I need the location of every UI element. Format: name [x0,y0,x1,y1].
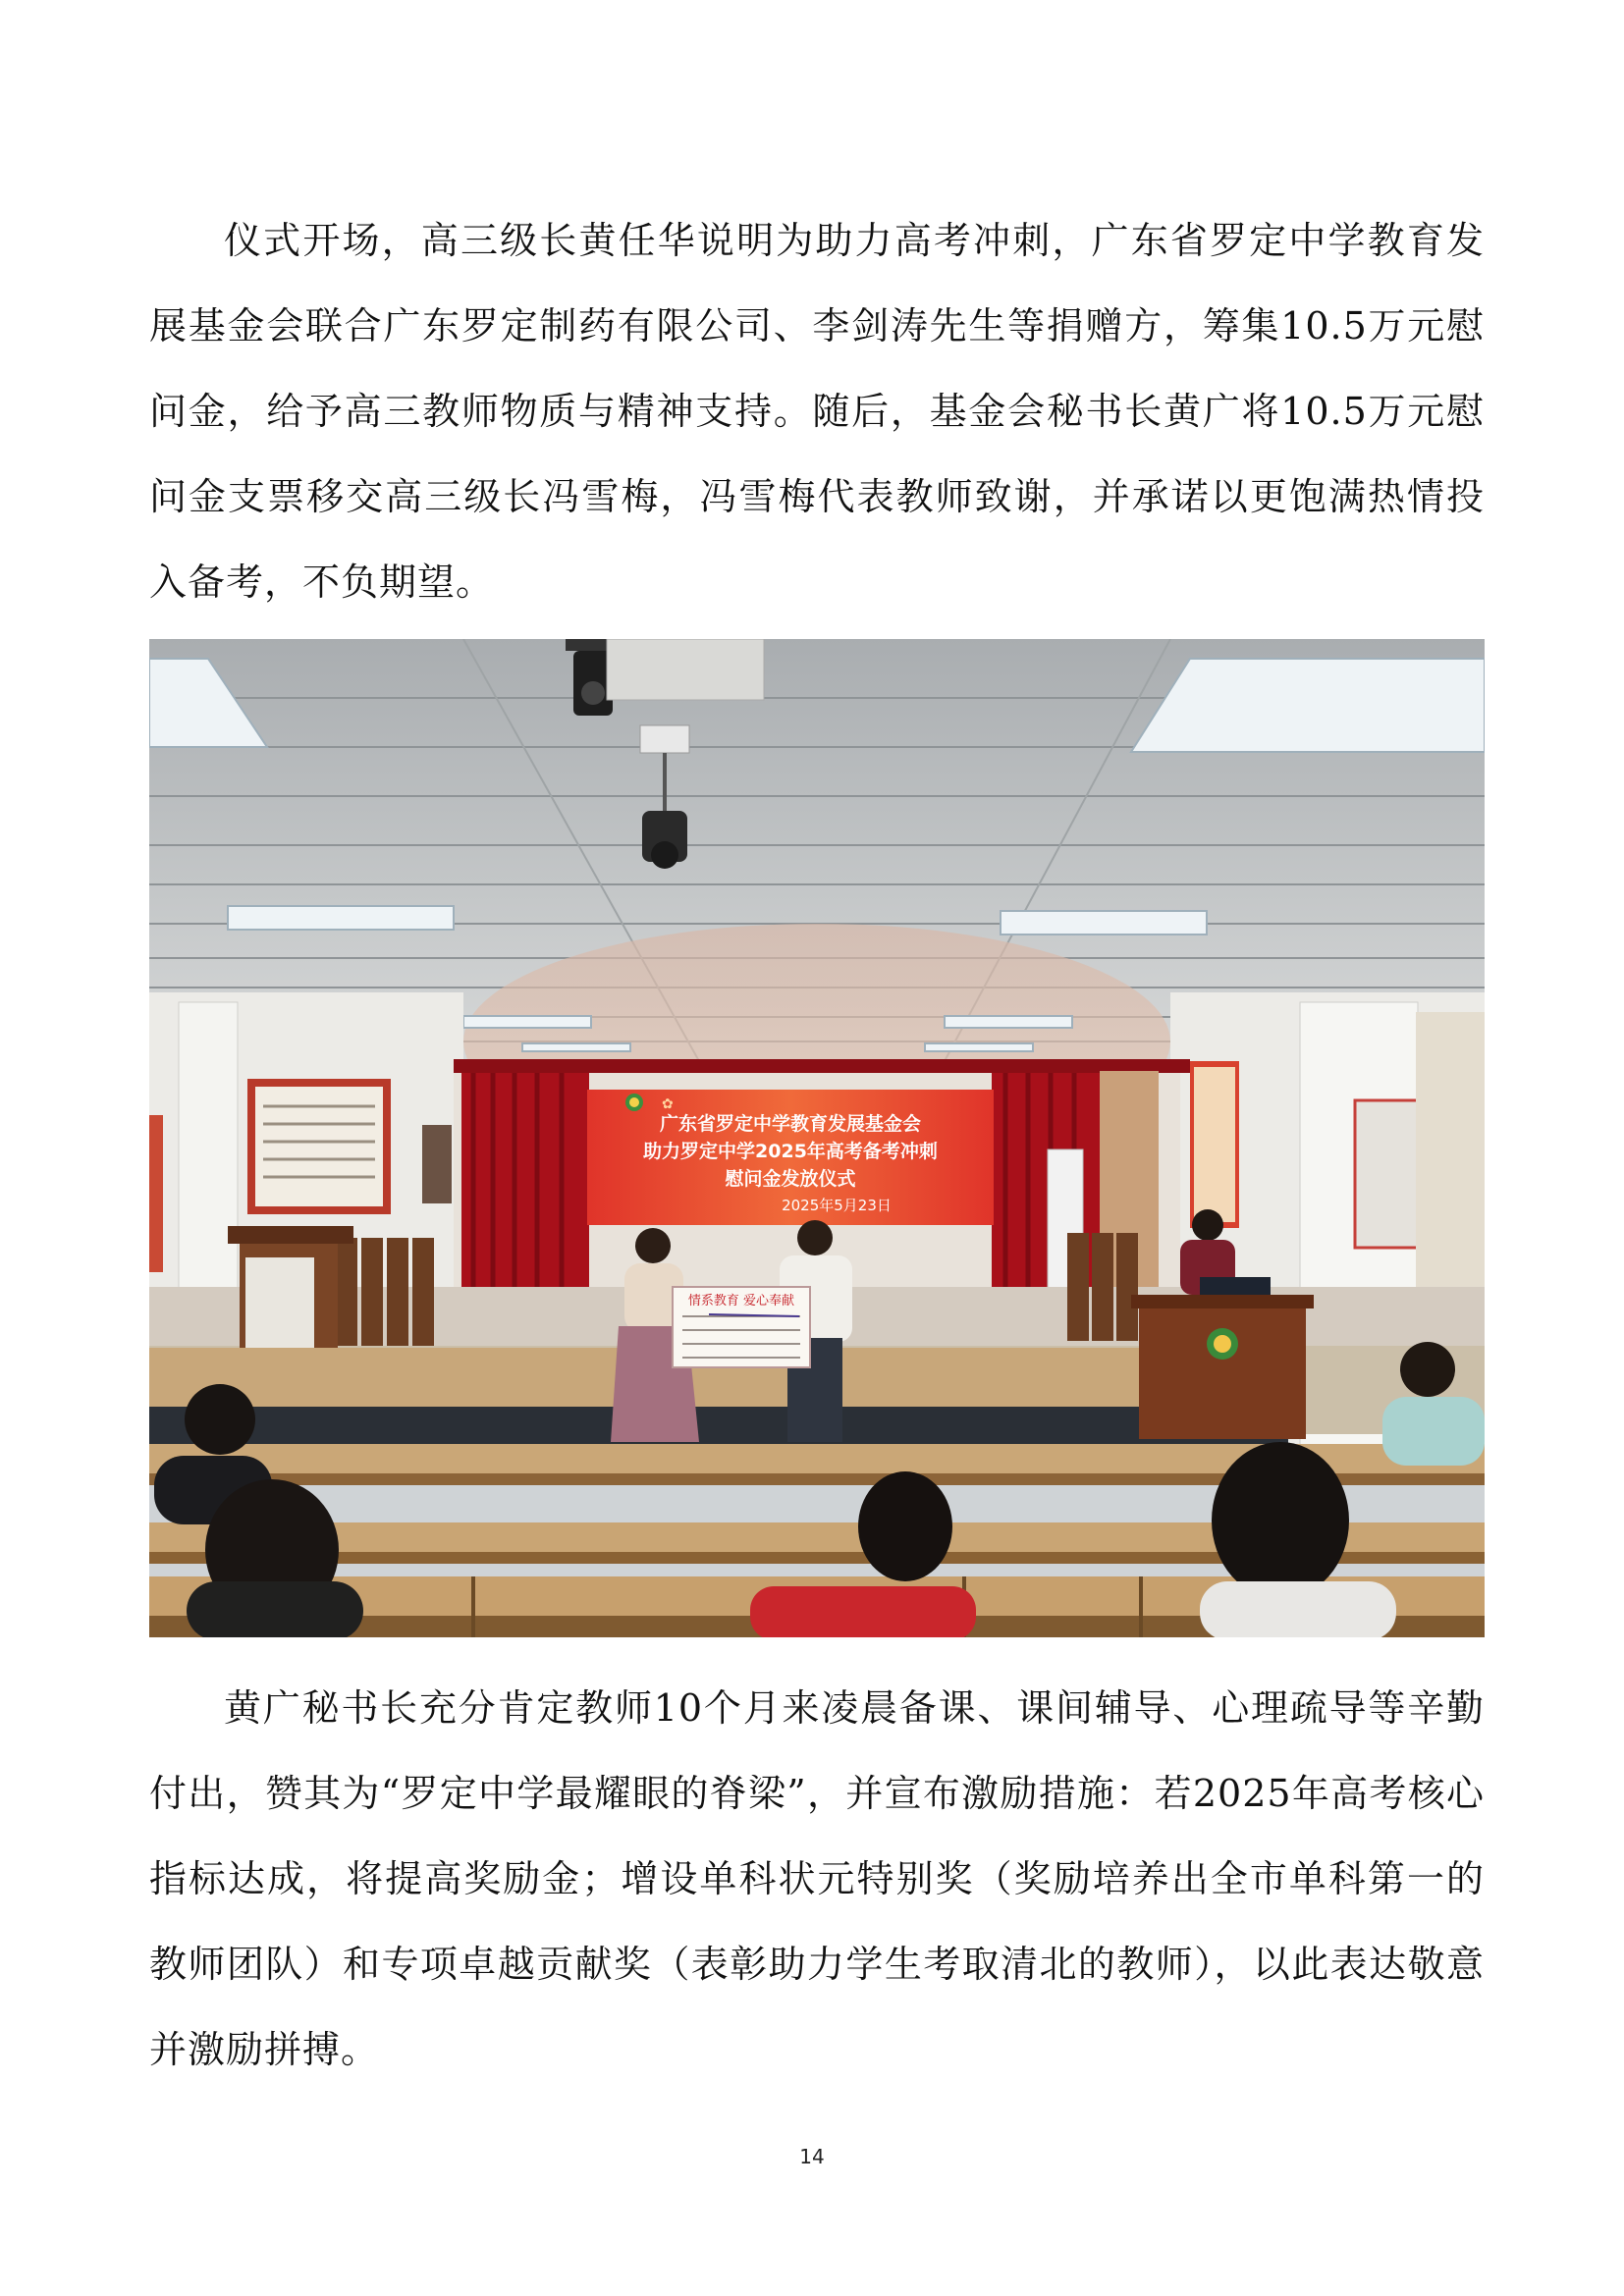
page-number: 14 [799,2145,825,2168]
cheque-title: 情系教育 爱心奉献 [687,1294,795,1308]
donation-cheque [673,1287,810,1367]
left-lectern [228,1226,353,1362]
ceremony-photo [149,639,1485,1637]
banner-line-1: 广东省罗定中学教育发展基金会 [659,1113,922,1135]
paragraph-2: 黄广秘书长充分肯定教师10个月来凌晨备课、课间辅导、心理疏导等辛勤付出，赞其为“罗定中学最耀眼的脊梁”，并宣布激励措施：若2025年高考核心指标达成，将提高奖励金；增设单科状元特别奖（奖励培养出全市单科第一的教师团队）和专项卓越贡献奖（表彰助力学生考取清北的教师），以此表达敬意并激励拼搏。 [149,1686,1485,2071]
banner-line-2: 助力罗定中学2025年高考备考冲刺 [643,1141,938,1162]
banner-line-3: 慰问金发放仪式 [725,1168,856,1190]
led-banner [587,1090,994,1225]
paragraph-1: 仪式开场，高三级长黄任华说明为助力高考冲刺，广东省罗定中学教育发展基金会联合广东罗定制药有限公司、李剑涛先生等捐赠方，筹集10.5万元慰问金，给予高三教师物质与精神支持。随后，基金会秘书长黄广将10.5万元慰问金支票移交高三级长冯雪梅，冯雪梅代表教师致谢，并承诺以更饱满热情投入备考，不负期望。 [149,219,1485,604]
svg-text:✿: ✿ [662,1096,674,1112]
banner-date: 2025年5月23日 [782,1197,892,1214]
